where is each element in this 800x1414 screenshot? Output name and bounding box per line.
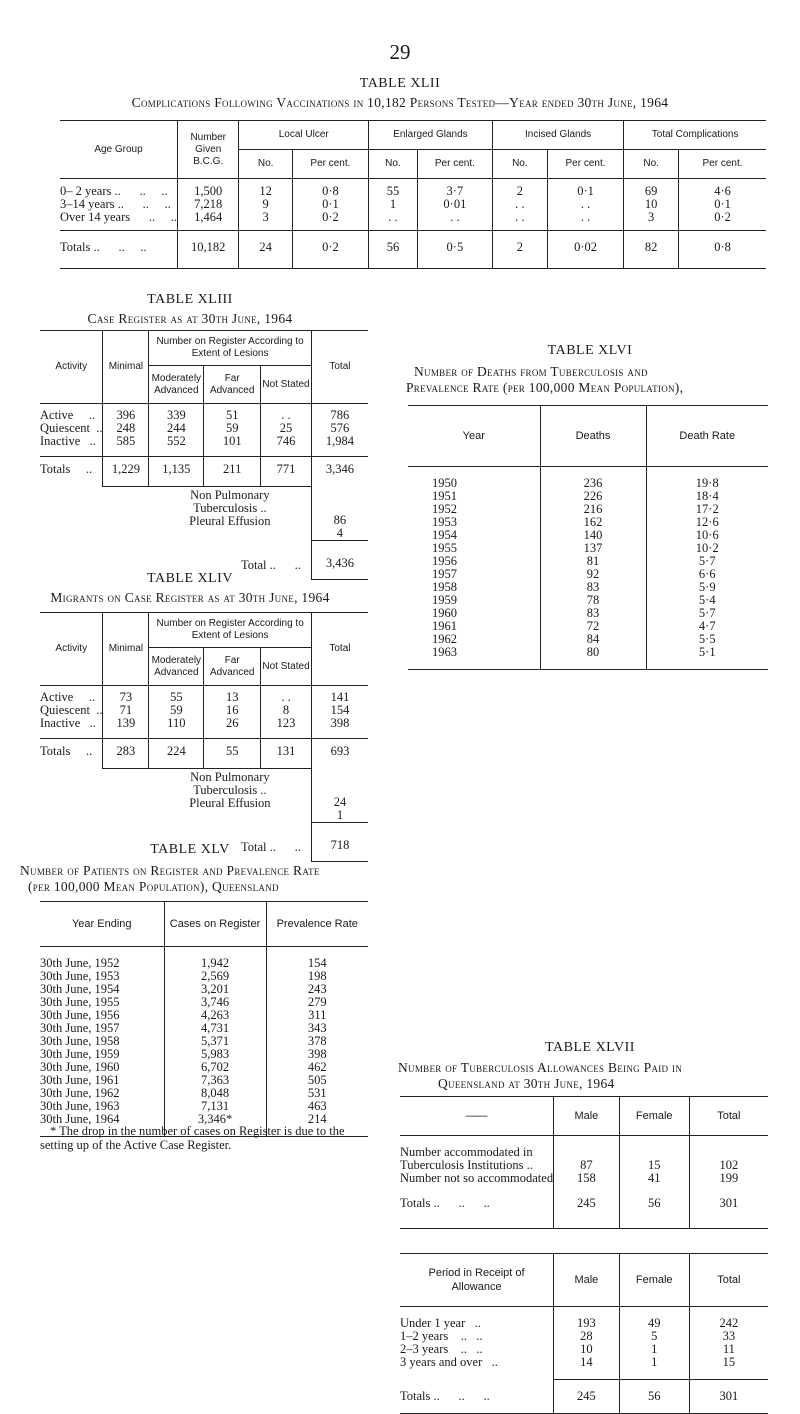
- table-43: Activity Minimal Number on Register According to Extent of Lesions Total Moderately Advanced Far Advanced Not Stated Active .. 396 339 51 . . 786 Quiescent .. 248 244 59 25 576 Inactive .. 585 552 101 746 1,984 Totals .. 1,229 1,135 211 771 3,346 Non Pulmonary Tuberculosis .. Pleural Effusion 86 4 Total .. .. 3,436: [40, 330, 368, 580]
- table-43-subtitle: Case Register as at 30th June, 1964: [87, 311, 293, 326]
- totals-row: Totals .. .. .. 245 56 301: [400, 1380, 768, 1414]
- table-row: 30th June, 1954 3,201 243: [40, 983, 368, 996]
- table-45: [40, 901, 368, 1137]
- col-eg-no: No.: [369, 150, 418, 179]
- table-row: 30th June, 1963 7,131 463: [40, 1100, 368, 1113]
- col-prevalence-rate: Prevalence Rate: [266, 902, 368, 947]
- table-row: Inactive .. 139 110 26 123 398: [40, 717, 368, 739]
- col-minimal: Minimal: [103, 331, 149, 404]
- col-deaths: Deaths: [540, 406, 646, 467]
- table-row: 1955 137 10·2: [408, 542, 768, 555]
- totals-row: Totals .. .. .. 10,182 24 0·2 56 0·5 2 0·02 82 0·8: [60, 231, 766, 269]
- table-row: 30th June, 1958 5,371 378: [40, 1035, 368, 1048]
- table-42-subtitle: Complications Following Vaccinations in 10,182 Persons Tested—Year ended 30th June, 1964: [131, 95, 669, 110]
- col-activity: Activity: [40, 613, 103, 686]
- table-row: Under 1 year .. 193 49 242: [400, 1307, 768, 1331]
- col-ig-no: No.: [492, 150, 547, 179]
- col-total: Total: [311, 613, 368, 686]
- table-46-subtitle: Number of Deaths from Tuberculosis and Prevalence Rate (per 100,000 Mean Population),: [406, 364, 684, 395]
- grand-total: 3,436: [311, 541, 368, 580]
- table-row: Active .. 396 339 51 . . 786: [40, 404, 368, 423]
- table-row: 1952 216 17·2: [408, 503, 768, 516]
- table-45-footnote: * The drop in the number of cases on Register is due to the setting up of the Active Case Register.: [40, 1124, 345, 1152]
- table-row: 1956 81 5·7: [408, 555, 768, 568]
- table-46-title: TABLE XLVI: [547, 343, 633, 358]
- table-row: 30th June, 1956 4,263 311: [40, 1009, 368, 1022]
- table-row: 1959 78 5·4: [408, 594, 768, 607]
- table-row: 30th June, 1957 4,731 343: [40, 1022, 368, 1035]
- col-not-stated: Not Stated: [261, 366, 312, 404]
- table-row: Quiescent .. 71 59 16 8 154: [40, 704, 368, 717]
- col-total-complications: Total Complications: [624, 121, 766, 150]
- table-row: 1957 92 6·6: [408, 568, 768, 581]
- col-period: Period in Receipt of Allowance: [428, 1267, 525, 1293]
- table-row: Number accommodated in Tuberculosis Institutions .. 87 15 102: [400, 1136, 768, 1173]
- table-row: 1–2 years .. .. 28 5 33: [400, 1330, 768, 1343]
- totals-row: Totals .. .. .. 245 56 301: [400, 1193, 768, 1229]
- totals-row: Totals .. 1,229 1,135 211 771 3,346: [40, 457, 368, 487]
- table-row: 1960 83 5·7: [408, 607, 768, 620]
- table-row: Over 14 years .. .. 1,464 3 0·2 . . . . . . . . 3 0·2: [60, 211, 766, 231]
- table-row: 1962 84 5·5: [408, 633, 768, 646]
- table-row: Inactive .. 585 552 101 746 1,984: [40, 435, 368, 457]
- col-number-given: Number Given B.C.G.: [178, 121, 239, 179]
- col-lu-no: No.: [239, 150, 292, 179]
- col-total: Total: [689, 1097, 768, 1136]
- table-row: 1951 226 18·4: [408, 490, 768, 503]
- table-row: 1961 72 4·7: [408, 620, 768, 633]
- table-42: [60, 120, 766, 269]
- col-total: Total: [689, 1254, 768, 1307]
- col-ig-pc: Per cent.: [547, 150, 623, 179]
- table-row: 30th June, 1961 7,363 505: [40, 1074, 368, 1087]
- table-44-title: TABLE XLIV: [147, 571, 233, 586]
- col-age-group: Age Group: [60, 121, 178, 179]
- col-year: Year: [462, 430, 485, 442]
- table-row: 2–3 years .. .. 10 1 11: [400, 1343, 768, 1356]
- col-moderately-advanced: Moderately Advanced: [149, 366, 204, 404]
- grand-total: 718: [311, 823, 368, 862]
- table-row: 30th June, 1953 2,569 198: [40, 970, 368, 983]
- table-row: 1963 80 5·1: [408, 646, 768, 670]
- table-43-title: TABLE XLIII: [147, 292, 233, 307]
- table-row: 30th June, 1962 8,048 531: [40, 1087, 368, 1100]
- col-activity: Activity: [40, 331, 103, 404]
- col-number-on-register: Number on Register According to Extent of Lesions: [149, 613, 312, 648]
- table-row: 1953 162 12·6: [408, 516, 768, 529]
- table-45-title: TABLE XLV: [150, 842, 230, 857]
- col-eg-pc: Per cent.: [417, 150, 492, 179]
- table-row: 1950 236 19·8: [408, 467, 768, 491]
- col-male: Male: [554, 1254, 620, 1307]
- table-44: Activity Minimal Number on Register According to Extent of Lesions Total Moderately Advanced Far Advanced Not Stated Active .. 73 55 13 . . 141 Quiescent .. 71 59 16 8 154 Inactive .. 139 110 26 123 398 Totals .. 283 224 55 131 693 Non Pulmonary Tuberculosis .. Pleural Effusion 24 1 Total .. .. 718: [40, 612, 368, 862]
- table-row: 30th June, 1964 3,346* 214: [40, 1113, 368, 1137]
- col-not-stated: Not Stated: [261, 648, 312, 686]
- table-row: Active .. 73 55 13 . . 141: [40, 686, 368, 705]
- col-tc-pc: Per cent.: [679, 150, 766, 179]
- table-row: Number not so accommodated 158 41 199: [400, 1172, 768, 1193]
- table-row: Quiescent .. 248 244 59 25 576: [40, 422, 368, 435]
- col-tc-no: No.: [624, 150, 679, 179]
- col-incised-glands: Incised Glands: [492, 121, 623, 150]
- col-moderately-advanced: Moderately Advanced: [149, 648, 204, 686]
- table-47-subtitle: Number of Tuberculosis Allowances Being Paid in Queensland at 30th June, 1964: [398, 1060, 683, 1091]
- col-cases-on-register: Cases on Register: [164, 902, 266, 947]
- col-year-ending: Year Ending: [71, 918, 132, 930]
- col-death-rate: Death Rate: [646, 406, 768, 467]
- col-female: Female: [619, 1097, 689, 1136]
- table-row: 30th June, 1960 6,702 462: [40, 1061, 368, 1074]
- col-female: Female: [619, 1254, 689, 1307]
- col-lu-pc: Per cent.: [292, 150, 368, 179]
- page-number: 29: [389, 40, 411, 64]
- table-row: 30th June, 1952 1,942 154: [40, 947, 368, 971]
- col-minimal: Minimal: [103, 613, 149, 686]
- table-44-subtitle: Migrants on Case Register as at 30th June, 1964: [50, 590, 330, 605]
- totals-row: Totals .. 283 224 55 131 693: [40, 739, 368, 769]
- col-number-on-register: Number on Register According to Extent of Lesions: [149, 331, 312, 366]
- table-row: 1958 83 5·9: [408, 581, 768, 594]
- table-47-title: TABLE XLVII: [545, 1040, 635, 1055]
- col-enlarged-glands: Enlarged Glands: [369, 121, 493, 150]
- table-row: 30th June, 1959 5,983 398: [40, 1048, 368, 1061]
- table-45-subtitle: Number of Patients on Register and Prevalence Rate (per 100,000 Mean Population), Queensland: [20, 863, 320, 894]
- table-47: —— Male Female Total Number accommodated in Tuberculosis Institutions .. 87 15 102 Number not so accommodated 158 41 199 Totals .. .. .. 245 56 301 Period in Receipt of Allowance Male Female Total Under 1 year .. 193 49 242 1–2 years .. .. 28 5 33 2–3 years .. .. 10 1 11 3 years and over .. 14 1 15 Totals .. .. .. 245 56 301: [400, 1096, 768, 1414]
- table-row: 30th June, 1955 3,746 279: [40, 996, 368, 1009]
- col-far-advanced: Far Advanced: [204, 366, 261, 404]
- table-row: 3–14 years .. .. .. 7,218 9 0·1 1 0·01 . . . . 10 0·1: [60, 198, 766, 211]
- table-46: [408, 405, 768, 670]
- col-far-advanced: Far Advanced: [204, 648, 261, 686]
- col-male: Male: [554, 1097, 620, 1136]
- table-row: 3 years and over .. 14 1 15: [400, 1356, 768, 1380]
- table-42-title: TABLE XLII: [359, 76, 441, 91]
- table-row: 1954 140 10·6: [408, 529, 768, 542]
- table-row: 0– 2 years .. .. .. 1,500 12 0·8 55 3·7 2 0·1 69 4·6: [60, 179, 766, 199]
- col-local-ulcer: Local Ulcer: [239, 121, 369, 150]
- col-total: Total: [311, 331, 368, 404]
